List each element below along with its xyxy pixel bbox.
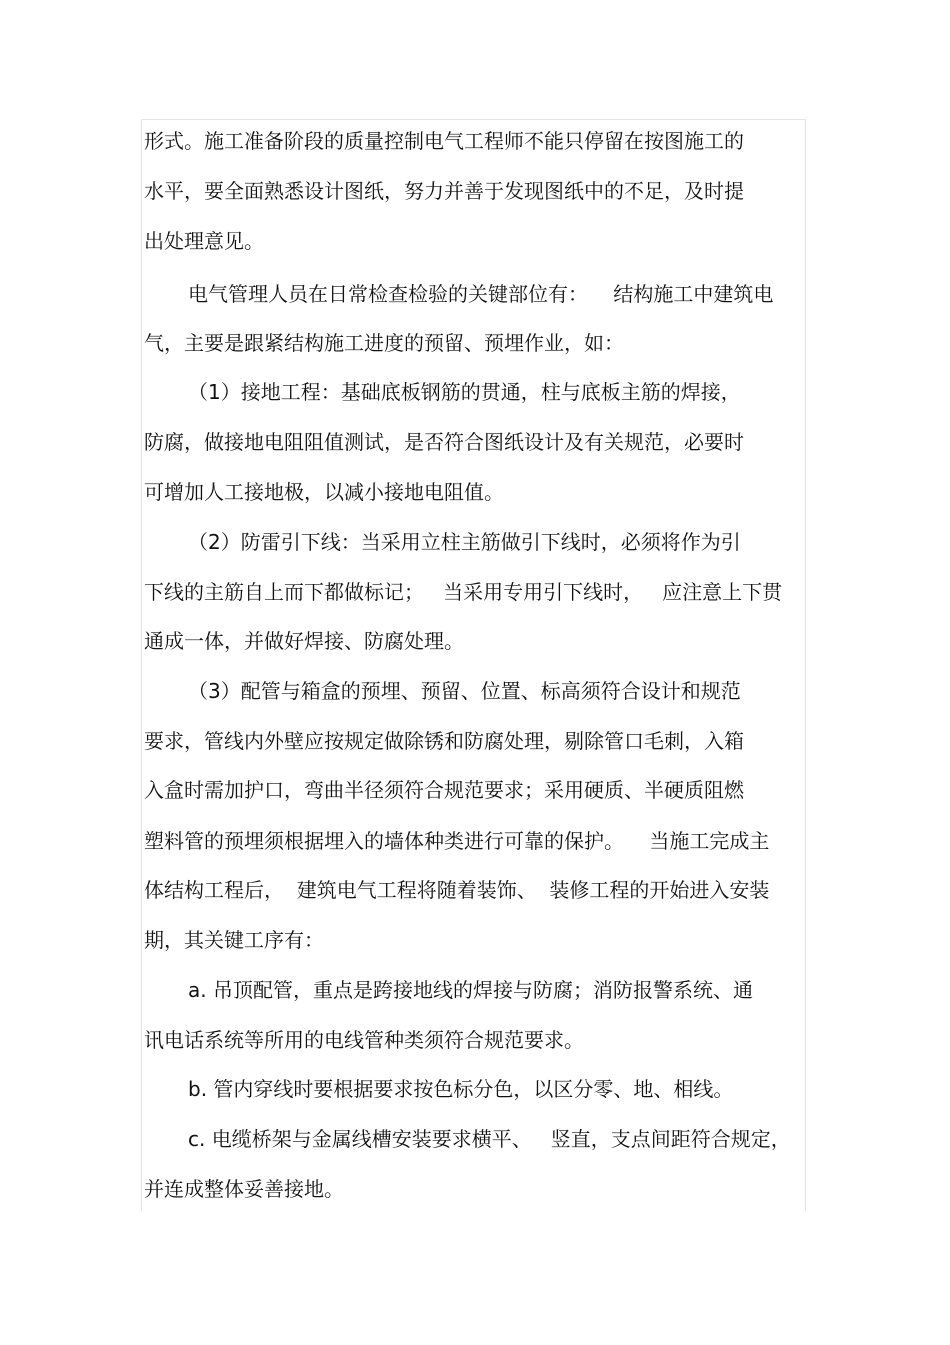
text-line: （2）防雷引下线：当采用立柱主筋做引下线时，必须将作为引: [188, 530, 741, 554]
text-line: b. 管内穿线时要根据要求按色标分色，以区分零、地、相线。: [188, 1077, 734, 1101]
text-line: 电气管理人员在日常检查检验的关键部位有： 结构施工中建筑电: [188, 282, 774, 306]
text-line: （1）接地工程：基础底板钢筋的贯通，柱与底板主筋的焊接，: [188, 380, 741, 404]
text-line: 期，其关键工序有：: [144, 928, 324, 952]
text-line: 体结构工程后， 建筑电气工程将随着装饰、 装修工程的开始进入安装: [144, 878, 770, 902]
text-line: 并连成整体妥善接地。: [144, 1177, 344, 1201]
text-line: 要求，管线内外壁应按规定做除锈和防腐处理，剔除管口毛刺，入箱: [144, 729, 744, 753]
text-line: 塑料管的预埋须根据埋入的墙体种类进行可靠的保护。 当施工完成主: [144, 829, 770, 853]
text-line: 入盒时需加护口，弯曲半径须符合规范要求；采用硬质、半硬质阻燃: [144, 778, 744, 802]
text-line: （3）配管与箱盒的预埋、预留、位置、标高须符合设计和规范: [188, 679, 741, 703]
text-line: 讯电话系统等所用的电线管种类须符合规范要求。: [144, 1028, 584, 1052]
text-line: 气，主要是跟紧结构施工进度的预留、预埋作业，如：: [144, 331, 624, 355]
text-line: 出处理意见。: [144, 229, 264, 253]
text-line: 通成一体，并做好焊接、防腐处理。: [144, 629, 464, 653]
text-line: a. 吊顶配管，重点是跨接地线的焊接与防腐；消防报警系统、通: [188, 978, 753, 1002]
text-line: 可增加人工接地极，以减小接地电阻值。: [144, 480, 504, 504]
text-line: 下线的主筋自上而下都做标记； 当采用专用引下线时， 应注意上下贯: [144, 580, 783, 604]
text-line: 水平，要全面熟悉设计图纸，努力并善于发现图纸中的不足，及时提: [144, 179, 744, 203]
text-line: c. 电缆桥架与金属线槽安装要求横平、 竖直，支点间距符合规定，: [188, 1127, 791, 1151]
text-line: 形式。施工准备阶段的质量控制电气工程师不能只停留在按图施工的: [144, 129, 744, 153]
text-line: 防腐，做接地电阻阻值测试，是否符合图纸设计及有关规范，必要时: [144, 430, 744, 454]
